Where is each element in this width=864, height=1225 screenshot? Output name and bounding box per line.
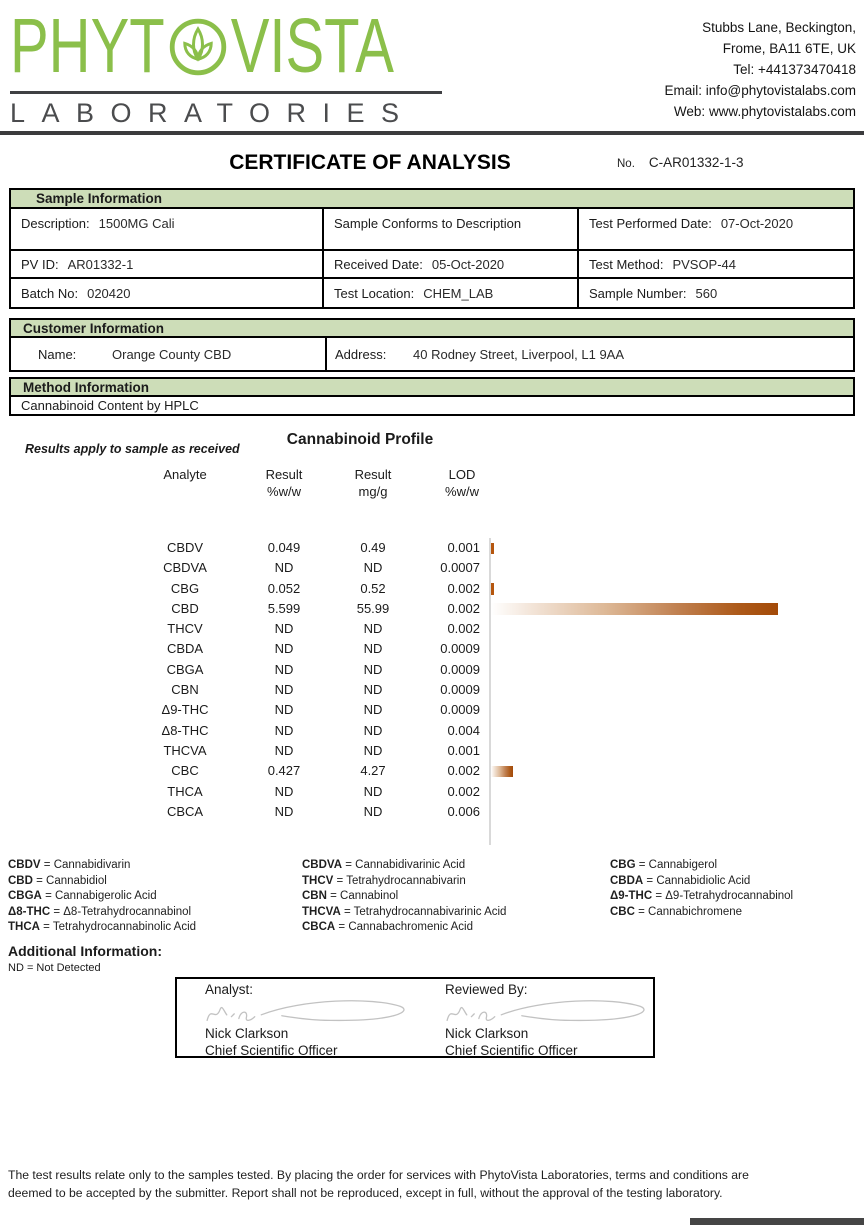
- profile-row: [0, 619, 864, 639]
- signoff-box: [175, 977, 655, 1058]
- field-label: Test Method:: [589, 256, 664, 272]
- result-pct-value: 0.049: [267, 540, 301, 555]
- result-pct-value: ND: [274, 661, 294, 677]
- profile-bar: [491, 543, 494, 555]
- column-header-line: mg/g: [358, 484, 388, 499]
- field-label: Address:: [335, 346, 387, 362]
- result-pct-value: ND: [274, 560, 294, 576]
- column-header-lod: [430, 466, 494, 500]
- column-header-line: Analyte: [163, 467, 207, 482]
- legend-item: THCV = Tetrahydrocannabivarin: [302, 874, 466, 887]
- result-pct-value: 5.599: [267, 600, 301, 616]
- result-mgg-value: ND: [363, 783, 383, 799]
- header-rule: [0, 131, 864, 135]
- result-mgg-value: ND: [363, 621, 383, 637]
- analyte-name: CBC: [171, 763, 199, 779]
- field-label: Name:: [38, 346, 77, 362]
- analyst-title: Chief Scientific Officer: [205, 1043, 338, 1058]
- footer-line: deemed to be accepted by the submitter. Report shall not be reproduced, except in full, without the approval of the testing laboratory.: [8, 1185, 723, 1200]
- profile-row: [0, 660, 864, 680]
- result-pct-value: ND: [274, 803, 294, 819]
- field-label: Received Date:: [334, 256, 423, 272]
- column-header-result-pct: [252, 466, 316, 500]
- legend-item: CBD = Cannabidiol: [8, 874, 107, 887]
- result-pct-value: 0.052: [267, 580, 301, 596]
- result-pct-value: ND: [274, 621, 294, 637]
- batch-no-cell: [11, 279, 324, 307]
- profile-row: [0, 538, 864, 558]
- logo-subtitle: LABORATORIES: [10, 98, 416, 128]
- method-information-section: [9, 377, 855, 416]
- analyte-name: THCA: [167, 783, 203, 799]
- column-header-line: LOD: [448, 467, 476, 482]
- result-mgg-value: 4.27: [360, 763, 386, 779]
- field-label: Test Location:: [334, 285, 415, 301]
- analyte-name: Δ8-THC: [161, 722, 209, 738]
- column-header-line: %w/w: [267, 484, 301, 499]
- lod-value: 0.002: [447, 600, 480, 616]
- column-header-line: %w/w: [445, 484, 479, 499]
- column-header-line: Result: [354, 467, 392, 482]
- lod-value: 0.001: [447, 742, 480, 758]
- certificate-title: CERTIFICATE OF ANALYSIS: [229, 151, 511, 174]
- lod-value: 0.0009: [440, 661, 480, 677]
- received-date-cell: [324, 251, 579, 277]
- certificate-number-value: C-AR01332-1-3: [648, 155, 744, 170]
- field-value: 1500MG Cali: [98, 216, 175, 231]
- result-pct-value: ND: [274, 702, 294, 718]
- field-label: Batch No:: [21, 285, 79, 301]
- additional-information-heading: Additional Information:: [8, 943, 162, 959]
- result-mgg-value: ND: [363, 661, 383, 677]
- reviewer-title: Chief Scientific Officer: [445, 1043, 578, 1058]
- analyst-signature: [197, 998, 417, 1026]
- field-value: AR01332-1: [67, 256, 134, 272]
- result-pct-value: ND: [274, 722, 294, 738]
- legend-column: [610, 858, 860, 920]
- customer-address-cell: [325, 338, 853, 370]
- field-label: PV ID:: [21, 256, 59, 272]
- result-pct-value: ND: [274, 783, 294, 799]
- analyst-column: [177, 979, 417, 1056]
- result-mgg-value: 0.49: [360, 540, 386, 555]
- profile-row: [0, 700, 864, 720]
- lod-value: 0.0007: [440, 560, 480, 576]
- nd-definition: ND = Not Detected: [8, 962, 101, 974]
- analyte-name: CBD: [171, 600, 199, 616]
- result-pct-value: ND: [274, 742, 294, 758]
- column-header-analyte: [118, 466, 252, 483]
- customer-information-heading: Customer Information: [11, 320, 853, 338]
- field-label: Sample Number:: [589, 285, 687, 301]
- analyte-name: THCV: [167, 621, 203, 637]
- certificate-number: [617, 155, 743, 170]
- legend-item: CBC = Cannabichromene: [610, 905, 743, 918]
- contact-block: [664, 18, 856, 123]
- profile-row: [0, 680, 864, 700]
- test-performed-date-cell: [579, 209, 853, 249]
- legend-item: CBDA = Cannabidiolic Acid: [610, 874, 751, 887]
- profile-bar: [491, 766, 513, 778]
- analyte-name: Δ9-THC: [161, 702, 209, 718]
- test-method-cell: [579, 251, 853, 277]
- profile-row: [0, 599, 864, 619]
- field-value: Orange County CBD: [112, 346, 232, 362]
- field-value: PVSOP-44: [672, 256, 737, 272]
- lod-value: 0.0009: [440, 641, 480, 657]
- lod-value: 0.002: [447, 580, 480, 596]
- result-pct-value: 0.427: [267, 763, 301, 779]
- analyst-label: Analyst:: [205, 982, 254, 997]
- result-mgg-value: ND: [363, 560, 383, 576]
- lod-value: 0.0009: [440, 682, 480, 698]
- lod-value: 0.002: [447, 783, 480, 799]
- reviewer-name: Nick Clarkson: [445, 1026, 529, 1041]
- reviewer-signature: [437, 998, 655, 1026]
- method-information-heading: Method Information: [11, 379, 853, 397]
- profile-row: [0, 782, 864, 802]
- column-header-line: Result: [265, 467, 303, 482]
- certificate-number-label: No.: [617, 158, 635, 170]
- customer-name-cell: [11, 338, 325, 370]
- legend-item: Δ9-THC = Δ9-Tetrahydrocannabinol: [610, 890, 794, 902]
- analyte-name: CBGA: [166, 661, 204, 677]
- lod-value: 0.001: [447, 540, 480, 555]
- result-mgg-value: ND: [363, 702, 383, 718]
- profile-row: [0, 721, 864, 741]
- table-row: [11, 279, 853, 307]
- field-value: CHEM_LAB: [423, 285, 494, 301]
- legend-column: [8, 858, 298, 936]
- legend-item: CBG = Cannabigerol: [610, 859, 718, 871]
- results-note: Results apply to sample as received: [25, 442, 240, 456]
- field-label: Description:: [21, 216, 90, 231]
- analyte-name: CBG: [170, 580, 200, 596]
- legend-item: CBDV = Cannabidivarin: [8, 859, 131, 871]
- field-value: 020420: [87, 285, 131, 301]
- profile-bar: [491, 603, 778, 615]
- pv-id-cell: [11, 251, 324, 277]
- profile-row: [0, 579, 864, 599]
- leaf-logo-icon: [168, 17, 228, 77]
- field-label: Sample Conforms to Description: [334, 216, 522, 231]
- legend-column: [302, 858, 602, 936]
- result-mgg-value: ND: [363, 722, 383, 738]
- lod-value: 0.004: [447, 722, 480, 738]
- analyte-name: CBDV: [166, 540, 204, 555]
- profile-bar: [491, 583, 494, 595]
- legend-item: THCA = Tetrahydrocannabinolic Acid: [8, 921, 197, 933]
- table-row: [11, 338, 853, 370]
- profile-row: [0, 741, 864, 761]
- analyte-name: CBDA: [166, 641, 204, 657]
- description-cell: [11, 209, 324, 249]
- field-label: Test Performed Date:: [589, 216, 712, 231]
- profile-rows: [0, 538, 864, 822]
- legend-item: THCVA = Tetrahydrocannabivarinic Acid: [302, 905, 507, 918]
- lod-value: 0.002: [447, 621, 480, 637]
- field-value: 05-Oct-2020: [431, 256, 505, 272]
- analyte-name: THCVA: [163, 742, 207, 758]
- phytovista-logo: [10, 4, 446, 129]
- analyte-name: CBDVA: [163, 560, 207, 576]
- lod-value: 0.006: [447, 803, 480, 819]
- legend-item: CBDVA = Cannabidivarinic Acid: [302, 859, 466, 871]
- result-mgg-value: ND: [363, 803, 383, 819]
- contact-line: Frome, BA11 6TE, UK: [722, 40, 856, 56]
- lod-value: 0.0009: [440, 702, 480, 718]
- footer-disclaimer: [8, 1167, 854, 1202]
- test-location-cell: [324, 279, 579, 307]
- scan-edge-artifact: [690, 1218, 864, 1225]
- sample-information-section: [9, 188, 855, 309]
- cannabinoid-profile-title: Cannabinoid Profile: [286, 431, 434, 448]
- field-value: 40 Rodney Street, Liverpool, L1 9AA: [413, 346, 625, 362]
- field-value: 560: [695, 285, 718, 301]
- sample-number-cell: [579, 279, 853, 307]
- reviewer-label: Reviewed By:: [445, 982, 528, 997]
- profile-row: [0, 558, 864, 578]
- contact-line: Web: www.phytovistalabs.com: [673, 103, 856, 119]
- legend-item: CBGA = Cannabigerolic Acid: [8, 890, 157, 902]
- customer-information-section: [9, 318, 855, 372]
- table-row: [11, 251, 853, 279]
- analyte-name: CBCA: [166, 803, 204, 819]
- conforms-cell: [324, 209, 579, 249]
- legend-item: Δ8-THC = Δ8-Tetrahydrocannabinol: [8, 905, 192, 918]
- contact-line: Tel: +441373470418: [733, 61, 856, 77]
- profile-row: [0, 761, 864, 781]
- logo-text-part1: PHYT: [10, 3, 165, 89]
- result-mgg-value: 55.99: [356, 600, 390, 616]
- result-mgg-value: ND: [363, 682, 383, 698]
- result-mgg-value: ND: [363, 641, 383, 657]
- legend-item: CBN = Cannabinol: [302, 890, 399, 902]
- result-pct-value: ND: [274, 641, 294, 657]
- result-mgg-value: ND: [363, 742, 383, 758]
- contact-line: Email: info@phytovistalabs.com: [664, 82, 856, 98]
- result-mgg-value: 0.52: [360, 580, 386, 596]
- table-row: [11, 209, 853, 251]
- logo-text-part2: VISTA: [230, 3, 394, 89]
- column-header-result-mgg: [338, 466, 408, 500]
- analyte-name: CBN: [171, 682, 199, 698]
- contact-line: Stubbs Lane, Beckington,: [702, 20, 856, 35]
- analyst-name: Nick Clarkson: [205, 1026, 289, 1041]
- logo-divider: [10, 91, 442, 94]
- lod-value: 0.002: [447, 763, 480, 779]
- reviewer-column: [417, 979, 655, 1056]
- field-value: 07-Oct-2020: [720, 216, 794, 231]
- profile-row: [0, 802, 864, 822]
- method-text: Cannabinoid Content by HPLC: [21, 398, 199, 413]
- profile-row: [0, 639, 864, 659]
- footer-line: The test results relate only to the samples tested. By placing the order for services with PhytoVista Laboratories, terms and conditions are: [8, 1168, 749, 1182]
- sample-information-heading: Sample Information: [11, 190, 853, 209]
- result-pct-value: ND: [274, 682, 294, 698]
- legend-item: CBCA = Cannabachromenic Acid: [302, 921, 473, 933]
- logo-wordmark: [10, 4, 446, 88]
